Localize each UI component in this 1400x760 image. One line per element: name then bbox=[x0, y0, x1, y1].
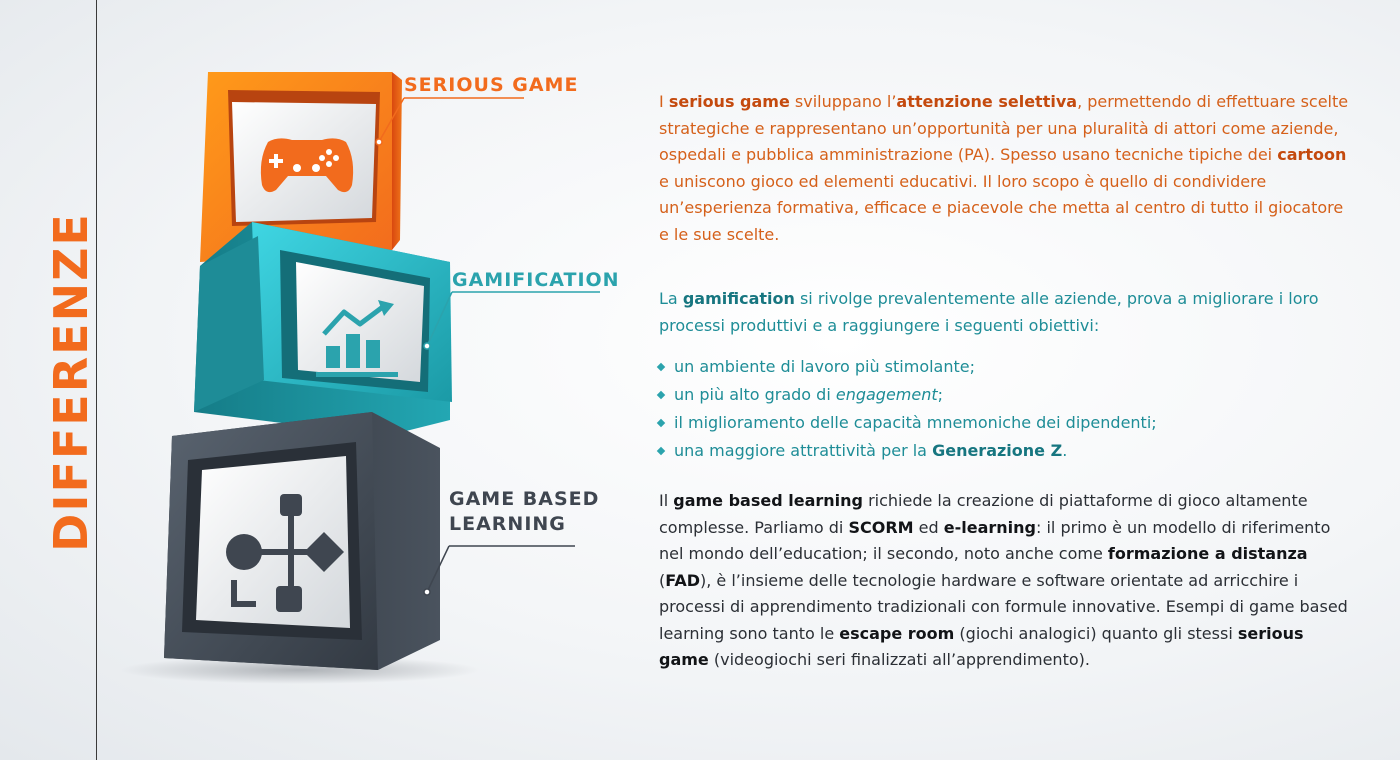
game-based-learning-paragraph: Il game based learning richiede la creazione di piattaforme di gioco altamente complesse. Parliamo di SCORM ed e-learning: il primo è un modello di riferimento nel mondo dell’education; il secondo, noto anche come formazione a distanza (FAD), è l’insieme delle tecnologie hardware e software orientate ad arricchire i processi di apprendimento tradizionali con formule innovative. Esempi di game based learning sono tanto le escape room (giochi analogici) quanto gli stessi serious game (videogiochi seri finalizzati all’apprendimento). bbox=[659, 491, 1348, 669]
serious-game-label: SERIOUS GAME bbox=[404, 74, 579, 96]
page-title: DIFFERENZE bbox=[44, 212, 98, 552]
list-item: il miglioramento delle capacità mnemoniche dei dipendenti; bbox=[656, 409, 1346, 437]
stacked-cubes-graphic bbox=[0, 0, 640, 760]
gbl-label-line1: GAME BASED bbox=[449, 488, 600, 510]
gamification-objectives-list bbox=[656, 353, 1346, 465]
gamification-paragraph: La gamification si rivolge prevalentemente alle aziende, prova a migliorare i loro processi produttivi e a raggiungere i seguenti obiettivi: bbox=[659, 289, 1319, 335]
gbl-label-line2: LEARNING bbox=[449, 513, 566, 535]
list-item: un ambiente di lavoro più stimolante; bbox=[656, 353, 1346, 381]
list-item: un più alto grado di engagement; bbox=[656, 381, 1346, 409]
gamification-cube bbox=[194, 222, 452, 436]
game-based-learning-cube bbox=[164, 412, 440, 670]
gamification-label: GAMIFICATION bbox=[452, 269, 620, 291]
serious-game-paragraph: I serious game sviluppano l’attenzione selettiva, permettendo di effettuare scelte strategiche e rappresentano un’opportunità per una pluralità di attori come aziende, ospedali e pubblica amministrazione (PA). Spesso usano tecniche tipiche dei cartoon e uniscono gioco ed elementi educativi. Il loro scopo è quello di condividere un’esperienza formativa, efficace e piacevole che metta al centro di tutto il giocatore e le sue scelte. bbox=[659, 92, 1349, 244]
list-item: una maggiore attrattività per la Generazione Z. bbox=[656, 437, 1346, 465]
game-based-learning-label bbox=[449, 487, 599, 537]
